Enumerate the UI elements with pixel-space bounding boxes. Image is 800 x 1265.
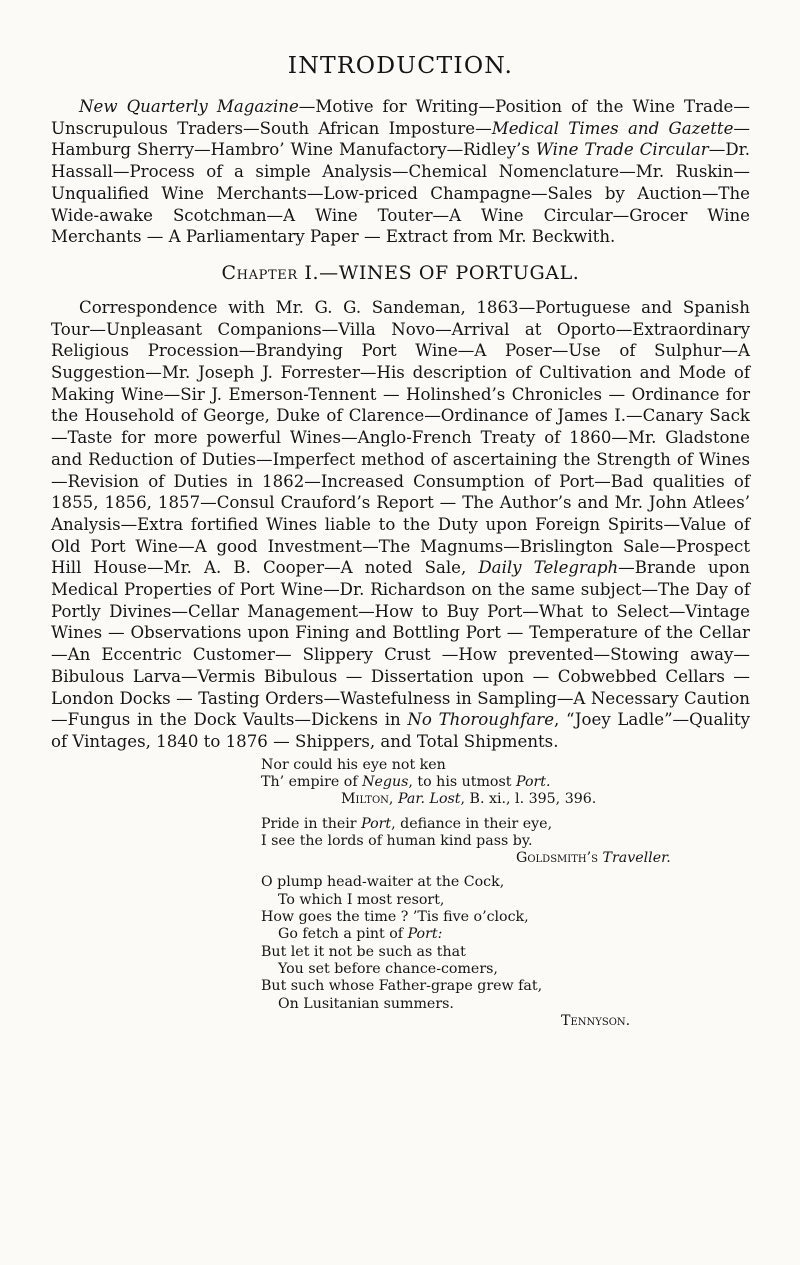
text-run: —Hamburg Sherry—Hambro’ Wine Manufactory—Ridley’s bbox=[51, 118, 750, 160]
verse-line: I see the lords of human kind pass by. bbox=[261, 832, 533, 849]
text-run: —Motive for Writing—Position of the Wine Trade—Unscrupulous Traders—South African Imposture— bbox=[51, 97, 750, 138]
verse-line: But such whose Father-grape grew fat, bbox=[261, 978, 543, 995]
italic-title: Medical Times and Gazette bbox=[491, 118, 734, 138]
verse-line: But let it not be such as that bbox=[261, 943, 466, 960]
epigraph-goldsmith bbox=[261, 816, 771, 868]
running-head: INTRODUCTION. bbox=[287, 51, 514, 79]
text-run: —Dr. Hassall—Process of a simple Analysis—Chemical Nomenclature—Mr. Ruskin—Unqualified Wine Merchants—Low-priced Champagne—Sales by Auction—The Wide-awake Scotchman—A Wine Touter—A Wine Circular—Grocer Wine Merchants — A Parliamentary Paper — Extract from Mr. Beckwith. bbox=[51, 140, 750, 247]
italic-title: Daily Telegraph bbox=[478, 558, 619, 578]
italic-title: Wine Trade Circular bbox=[535, 140, 709, 160]
epigraph-attribution: Goldsmith’s Traveller. bbox=[516, 850, 671, 867]
chapter-number: Chapter I. bbox=[221, 261, 320, 284]
text-run: Correspondence with Mr. G. G. Sandeman, 1863—Portuguese and Spanish Tour—Unpleasant Companions—Villa Novo—Arrival at Oporto—Extraordinary Religious Procession—Brandying Port Wine—A Poser—Use of Sulphur—A Suggestion—Mr. Joseph J. Forrester—His description of Cultivation and Mode of Making Wine—Sir J. Emerson-Tennent — Holinshed’s Chronicles — Ordinance for the Household of George, Duke of Clarence—Ordinance of James I.—Canary Sack—Taste for more powerful Wines—Anglo-French Treaty of 1860—Mr. Gladstone and Reduction of Duties—Imperfect method of ascertaining the Strength of Wines—Revision of Duties in 1862—Increased Consumption of Port—Bad qualities of 1855, 1856, 1857—Consul Crauford’s Report — The Author’s and Mr. John Atlees’ Analysis—Extra fortified Wines liable to the Duty upon Foreign Spirits—Value of Old Port Wine—A good Investment—The Magnums—Brislington Sale—Prospect Hill House—Mr. A. B. Cooper—A noted Sale, bbox=[51, 297, 750, 578]
epigraph-attribution: Milton, Par. Lost, B. xi., l. 395, 396. bbox=[341, 791, 597, 808]
chapter-synopsis bbox=[51, 297, 750, 753]
epigraph-tennyson bbox=[261, 874, 771, 1030]
verse-line: How goes the time ? ’Tis five o’clock, bbox=[261, 909, 529, 926]
italic-title: New Quarterly Magazine bbox=[79, 97, 299, 116]
intro-paragraph bbox=[51, 96, 750, 248]
epigraph-milton bbox=[261, 757, 771, 809]
verse-line: Th’ empire of Negus, to his utmost Port. bbox=[261, 773, 551, 790]
italic-title: No Thoroughfare bbox=[407, 710, 555, 730]
verse-line: Nor could his eye not ken bbox=[261, 756, 446, 773]
text-run: , “Joey Ladle”—Quality of Vintages, 1840 to 1876 — Shippers, and Total Shipments. bbox=[51, 710, 750, 751]
verse-line: Pride in their Port, defiance in their eye, bbox=[261, 815, 553, 832]
verse-line: To which I most resort, bbox=[278, 891, 445, 908]
chapter-heading bbox=[51, 260, 750, 286]
epigraphs bbox=[261, 757, 771, 1030]
text-run: —Brande upon Medical Properties of Port Wine—Dr. Richardson on the same subject—The Day of Portly Divines—Cellar Management—How to Buy Port—What to Select—Vintage Wines — Observations upon Fining and Bottling Port — Temperature of the Cellar—An Eccentric Customer— Slippery Crust —How prevented—Stowing away—Bibulous Larva—Vermis Bibulous — Dissertation upon — Cobwebbed Cellars — London Docks — Tasting Orders—Wastefulness in Sampling—A Necessary Caution—Fungus in the Dock Vaults—Dickens in bbox=[51, 558, 750, 730]
epigraph-attribution: Tennyson. bbox=[561, 1012, 631, 1029]
chapter-title: —WINES OF PORTUGAL. bbox=[319, 261, 580, 284]
verse-line: Go fetch a pint of Port: bbox=[278, 926, 443, 943]
verse-line: On Lusitanian summers. bbox=[278, 995, 454, 1012]
verse-line: O plump head-waiter at the Cock, bbox=[261, 874, 505, 891]
verse-line: You set before chance-comers, bbox=[278, 960, 498, 977]
